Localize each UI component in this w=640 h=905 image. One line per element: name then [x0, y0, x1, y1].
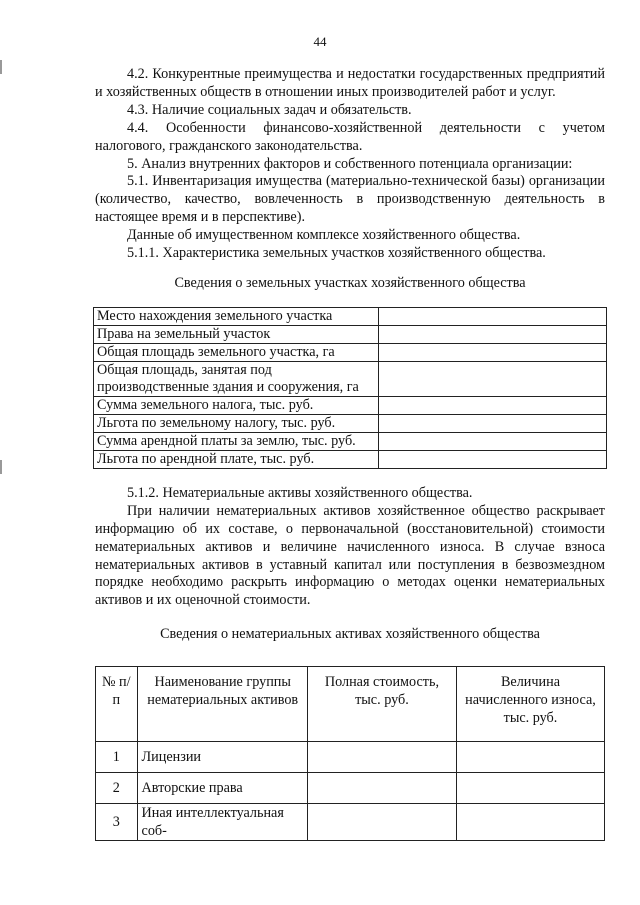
cell-num: 2 [96, 773, 138, 804]
intangible-assets-table [95, 666, 605, 841]
cell-wear [456, 773, 604, 804]
table-row [94, 450, 607, 468]
paragraph-4-2: 4.2. Конкурентные преимущества и недостатки государственных предприятий и хозяйственных обществ в отношении иных производителей работ и услуг. [95, 66, 605, 100]
row-label: Сумма арендной платы за землю, тыс. руб. [94, 432, 379, 450]
paragraph-property-data: Данные об имущественном комплексе хозяйственного общества. [127, 227, 521, 244]
row-value [379, 450, 607, 468]
assets-table-caption: Сведения о нематериальных активах хозяйственного общества [160, 626, 540, 643]
header-name: Наименование группы нематериальных активов [137, 667, 307, 742]
row-label: Место нахождения земельного участка [94, 307, 379, 325]
land-plots-table [93, 307, 607, 469]
page-number: 44 [313, 34, 327, 49]
table-row [96, 804, 605, 841]
row-value [379, 307, 607, 325]
table-row [96, 773, 605, 804]
cell-cost [307, 773, 456, 804]
row-value [379, 361, 607, 396]
document-body [95, 66, 605, 841]
table-row [94, 325, 607, 343]
cell-name: Лицензии [137, 742, 307, 773]
row-label: Сумма земельного налога, тыс. руб. [94, 396, 379, 414]
table-row [94, 307, 607, 325]
cell-name: Иная интеллектуальная соб- [137, 804, 307, 841]
table-row [94, 432, 607, 450]
row-label: Общая площадь, занятая под производственные здания и сооружения, га [94, 361, 379, 396]
header-cost: Полная стоимость, тыс. руб. [307, 667, 456, 742]
table-row [96, 742, 605, 773]
paragraph-5-1: 5.1. Инвентаризация имущества (материально-технической базы) организации (количество, качество, вовлеченность в производственную деятельность в настоящее время и в перспективе). [95, 173, 605, 226]
cell-num: 3 [96, 804, 138, 841]
cell-num: 1 [96, 742, 138, 773]
cell-cost [307, 804, 456, 841]
row-value [379, 396, 607, 414]
land-table-caption: Сведения о земельных участках хозяйственного общества [174, 274, 526, 291]
row-value [379, 325, 607, 343]
margin-mark [0, 460, 2, 474]
header-wear: Величина начисленного износа, тыс. руб. [456, 667, 604, 742]
row-value [379, 432, 607, 450]
table-row [94, 361, 607, 396]
paragraph-intangible-assets: При наличии нематериальных активов хозяйственное общество раскрывает информацию об их составе, о первоначальной (восстановительной) стоимости нематериальных активов и величине начисленного износа. В случае взноса нематериальных активов в уставный капитал или поступления в безвозмездном порядке необходимо раскрыть информацию о методах оценки нематериальных активов и их оценочной стоимости. [95, 502, 605, 609]
table-row [94, 343, 607, 361]
paragraph-5-1-1: 5.1.1. Характеристика земельных участков хозяйственного общества. [127, 245, 546, 262]
row-value [379, 414, 607, 432]
table-row [94, 414, 607, 432]
row-label: Общая площадь земельного участка, га [94, 343, 379, 361]
paragraph-4-3: 4.3. Наличие социальных задач и обязательств. [127, 101, 412, 118]
cell-cost [307, 742, 456, 773]
margin-mark [0, 60, 2, 74]
header-num: № п/п [96, 667, 138, 742]
paragraph-5: 5. Анализ внутренних факторов и собственного потенциала организации: [127, 155, 573, 172]
row-label: Права на земельный участок [94, 325, 379, 343]
paragraph-4-4: 4.4. Особенности финансово-хозяйственной деятельности с учетом налогового, гражданского законодательства. [95, 119, 605, 154]
row-label: Льгота по земельному налогу, тыс. руб. [94, 414, 379, 432]
row-value [379, 343, 607, 361]
cell-name: Авторские права [137, 773, 307, 804]
row-label: Льгота по арендной плате, тыс. руб. [94, 450, 379, 468]
table-header-row [96, 667, 605, 742]
paragraph-5-1-2: 5.1.2. Нематериальные активы хозяйственного общества. [127, 484, 473, 501]
table-row [94, 396, 607, 414]
cell-wear [456, 742, 604, 773]
cell-wear [456, 804, 604, 841]
